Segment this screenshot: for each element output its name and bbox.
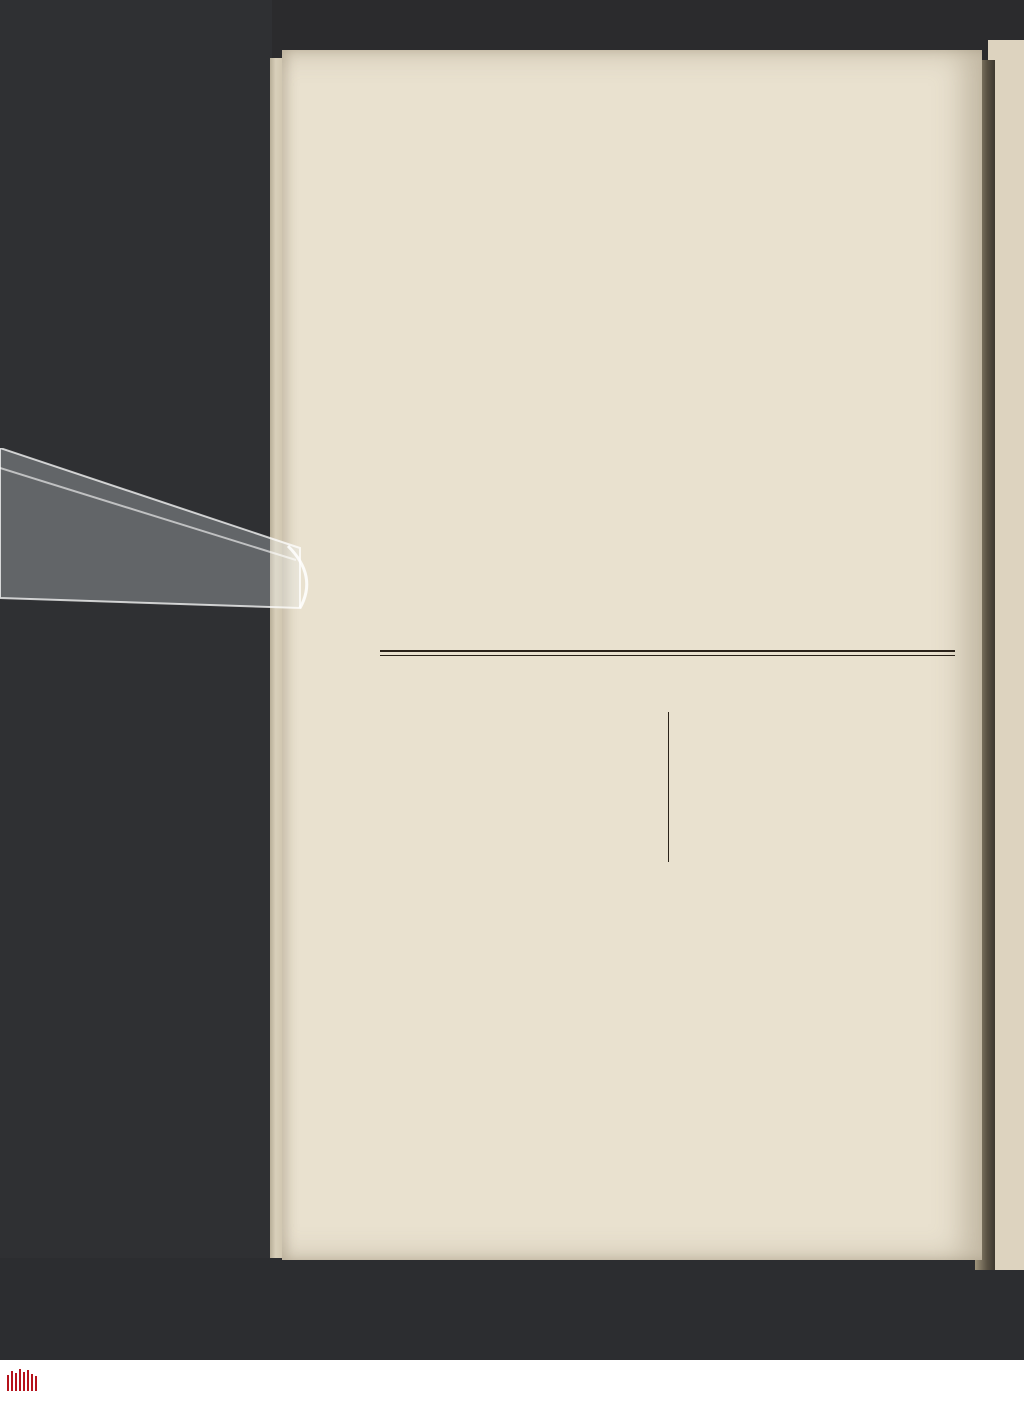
section-rule bbox=[380, 650, 955, 656]
library-logo-icon bbox=[6, 1367, 40, 1395]
glass-page-holder bbox=[0, 448, 320, 628]
footer-bar bbox=[0, 1360, 1024, 1402]
index-divider bbox=[668, 712, 669, 862]
page-header bbox=[375, 108, 955, 136]
